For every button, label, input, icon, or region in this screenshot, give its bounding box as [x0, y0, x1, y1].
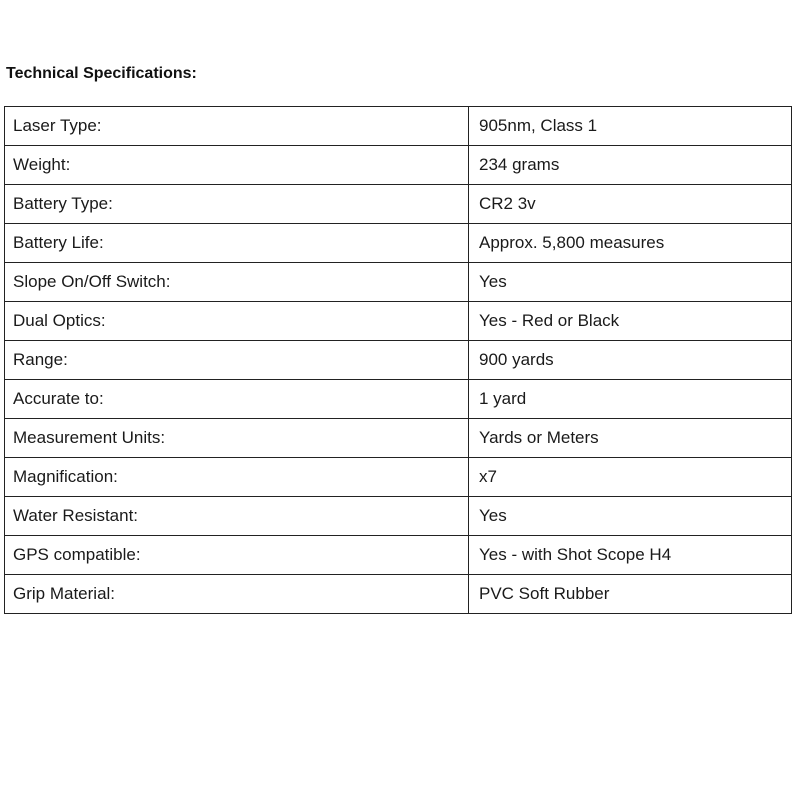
spec-label: Range: — [5, 341, 469, 380]
spec-label: Dual Optics: — [5, 302, 469, 341]
table-row — [5, 536, 792, 575]
table-row — [5, 380, 792, 419]
spec-label: Magnification: — [5, 458, 469, 497]
table-row — [5, 302, 792, 341]
spec-label: Accurate to: — [5, 380, 469, 419]
spec-label: Battery Type: — [5, 185, 469, 224]
table-row — [5, 575, 792, 614]
spec-value: Yes — [469, 263, 792, 302]
spec-value: PVC Soft Rubber — [469, 575, 792, 614]
table-row — [5, 146, 792, 185]
spec-value: x7 — [469, 458, 792, 497]
spec-label: Battery Life: — [5, 224, 469, 263]
spec-value: Yards or Meters — [469, 419, 792, 458]
spec-label: Laser Type: — [5, 107, 469, 146]
table-row — [5, 419, 792, 458]
page-title: Technical Specifications: — [6, 65, 197, 82]
table-row — [5, 224, 792, 263]
spec-label: Slope On/Off Switch: — [5, 263, 469, 302]
spec-value: Yes — [469, 497, 792, 536]
spec-label: Grip Material: — [5, 575, 469, 614]
spec-label: Weight: — [5, 146, 469, 185]
spec-value: 905nm, Class 1 — [469, 107, 792, 146]
specifications-table — [4, 106, 792, 614]
table-row — [5, 107, 792, 146]
spec-label: GPS compatible: — [5, 536, 469, 575]
spec-label: Measurement Units: — [5, 419, 469, 458]
table-row — [5, 497, 792, 536]
spec-value: CR2 3v — [469, 185, 792, 224]
table-row — [5, 185, 792, 224]
spec-label: Water Resistant: — [5, 497, 469, 536]
table-row — [5, 458, 792, 497]
spec-value: Yes - with Shot Scope H4 — [469, 536, 792, 575]
spec-value: 900 yards — [469, 341, 792, 380]
spec-value: 234 grams — [469, 146, 792, 185]
table-row — [5, 341, 792, 380]
spec-value: 1 yard — [469, 380, 792, 419]
spec-value: Approx. 5,800 measures — [469, 224, 792, 263]
spec-value: Yes - Red or Black — [469, 302, 792, 341]
table-row — [5, 263, 792, 302]
